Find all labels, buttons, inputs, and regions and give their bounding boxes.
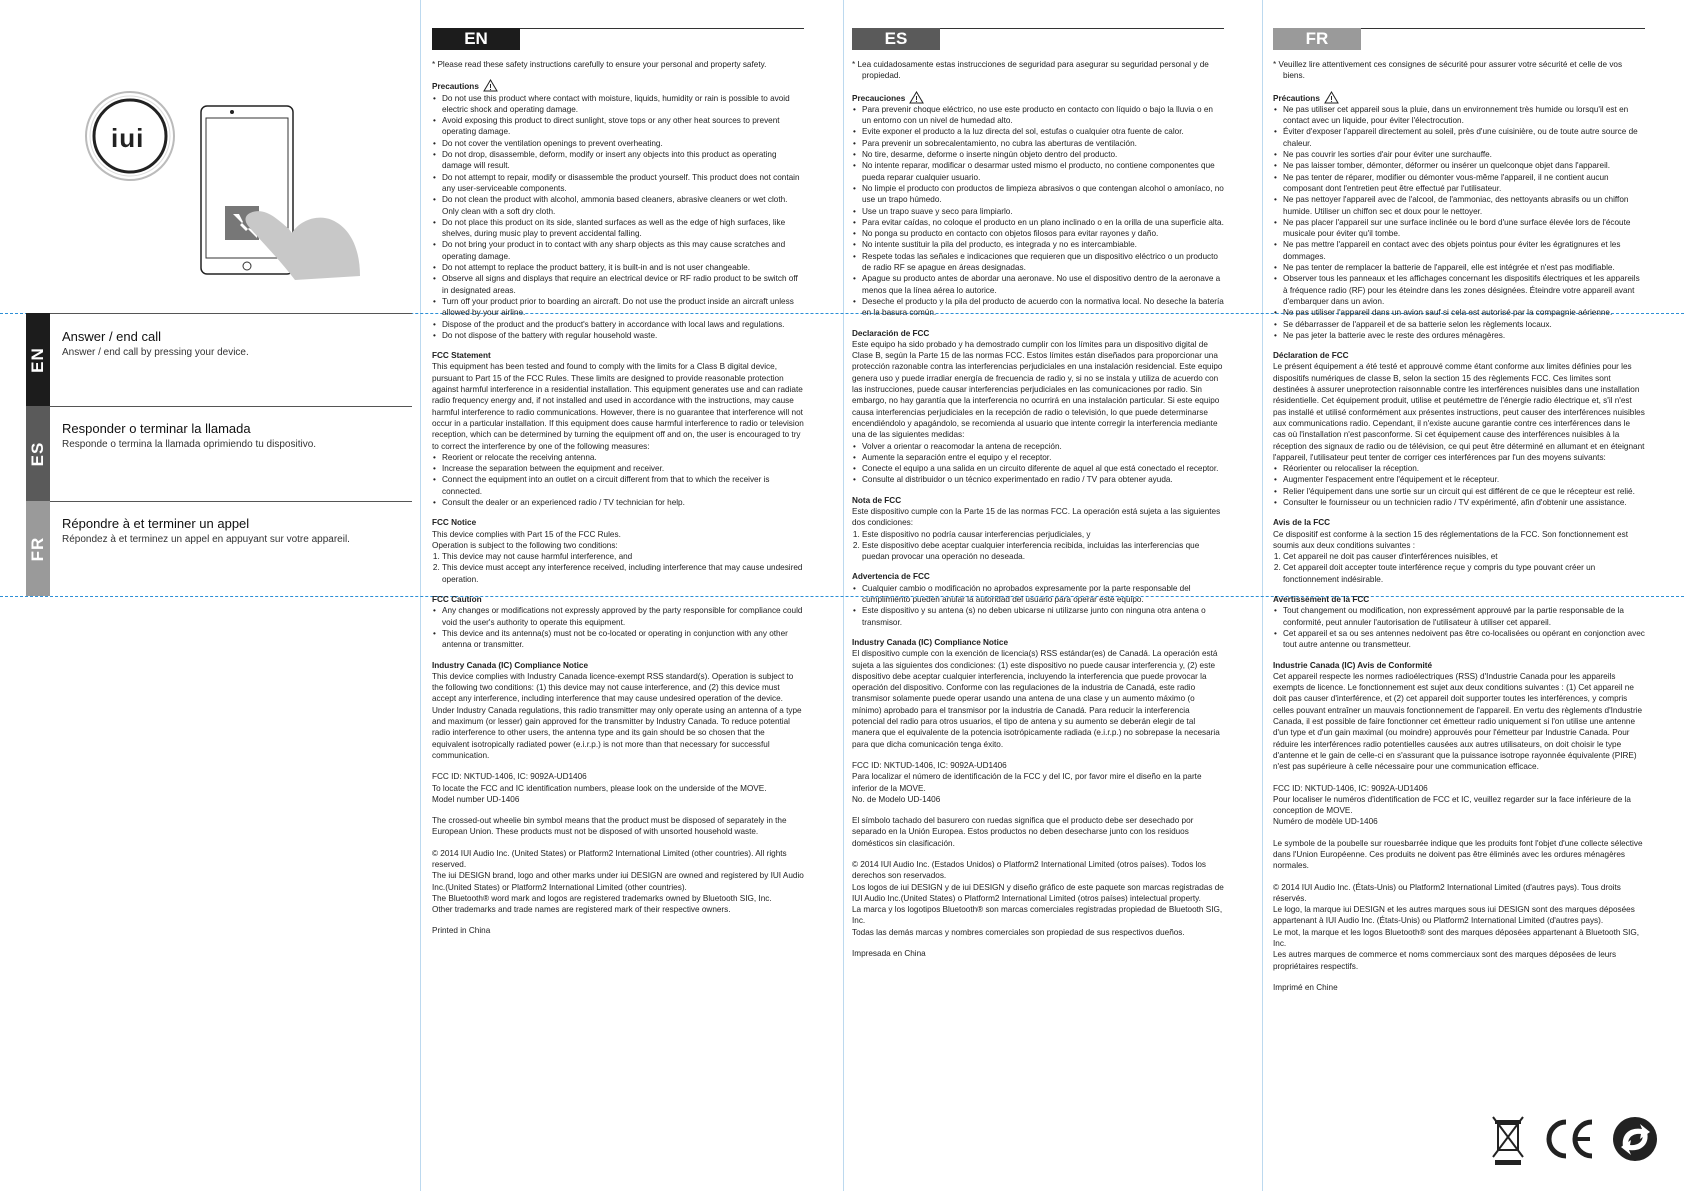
weee-text: El símbolo tachado del basurero con ruedas significa que el producto debe ser desechado por separado en la Unión Europea. Estos productos no deben desecharse junto con los residuos domésticos sin clasificación.	[852, 816, 1194, 848]
fcc-id-text: FCC ID: NKTUD-1406, IC: 9092A-UD1406 To locate the FCC and IC identification numbers, please look on the underside of the MOVE. Model number UD-1406	[432, 772, 767, 804]
column-fr	[1273, 28, 1645, 993]
condition-item: 1. Cet appareil ne doit pas causer d'interférences nuisibles, et	[1283, 551, 1645, 562]
step-title: Responder o terminar la llamada	[62, 421, 251, 436]
weee-bin-icon	[1493, 1117, 1523, 1165]
spacer	[1273, 773, 1645, 783]
spacer	[852, 805, 1224, 815]
spacer	[432, 915, 804, 925]
lang-header: ES	[852, 28, 940, 50]
fcc-notice-heading: FCC Notice	[432, 518, 477, 528]
column-en	[432, 28, 804, 937]
measure-item: • Increase the separation between the equipment and receiver.	[442, 463, 804, 474]
measure-item: • Consulter le fournisseur ou un technicien radio / TV expérimenté, afin d'obtenir une assistance.	[1283, 497, 1645, 508]
lang-tag-en: EN	[26, 313, 50, 406]
measure-item: • Réorienter ou relocaliser la réception.	[1283, 463, 1645, 474]
precaution-item: • Use un trapo suave y seco para limpiarlo.	[862, 206, 1224, 217]
caution-item: • Tout changement ou modification, non expressément approuvé par la partie responsable de la conformité, peut annuler l'autorisation de l'utilisateur à utiliser cet appareil.	[1283, 605, 1645, 628]
fcc-notice-text: Este dispositivo cumple con la Parte 15 de las normas FCC. La operación está sujeta a las siguientes dos condiciones:	[852, 506, 1221, 528]
fcc-statement-heading: Declaración de FCC	[852, 328, 930, 338]
precaution-item: • Apague su producto antes de abordar una aeronave. No use el dispositivo dentro de la aeronave a menos que la línea aérea lo autorice.	[862, 273, 1224, 296]
measure-item: • Connect the equipment into an outlet on a circuit different from that to which the receiver is connected.	[442, 474, 804, 497]
ic-heading: Industrie Canada (IC) Avis de Conformité	[1273, 660, 1433, 670]
measure-item: • Volver a orientar o reacomodar la antena de recepción.	[862, 441, 1224, 452]
precautions-list	[852, 104, 1224, 319]
precaution-item: • Observe all signs and displays that require an electrical device or RF radio product to be switch off in designated areas.	[442, 273, 804, 296]
lang-tag-fr: FR	[26, 501, 50, 596]
weee-text: The crossed-out wheelie bin symbol means that the product must be disposed of separately in the European Union. These products must not be disposed of with unsorted household waste.	[432, 816, 787, 837]
condition-item: 2. This device must accept any interference received, including interference that may cause undesired operation.	[442, 562, 804, 585]
precaution-item: • Avoid exposing this product to direct sunlight, stove tops or any other heat sources to prevent operating damage.	[442, 115, 804, 138]
fcc-notice-heading: Nota de FCC	[852, 495, 902, 505]
caution-item: • Este dispositivo y su antena (s) no deben ubicarse ni utilizarse junto con ninguna otra antena o transmisor.	[862, 605, 1224, 628]
ic-text: Cet appareil respecte les normes radioélectriques (RSS) d'Industrie Canada pour les appareils exempts de licence. Le fonctionnement est sujet aux deux conditions suivantes : (1) Cet appareil ne doit pas causer d'interférence, et (2) cet appareil doit supporter toutes les interférences, y compris celles pouvant entraîner un mauvais fonctionnement de l'appareil. En vertu des règlements d'Industrie Canada, il est possible de faire fonctionner cet émetteur radio uniquement si l'on utilise une antenne d'un type et d'un gain maximal (ou moindre) approuvés pour l'émetteur par Industrie Canada. Pour réduire les interférences radio potentielles causées aux autres utilisateurs, on doit choisir le type d'antenne et le gain de celle-ci en s'assurant que la puissance isotrope rayonnée équivalente (PIRE) n'est pas supérieure à celle nécessaire pour une communication efficace.	[1273, 671, 1643, 772]
precaution-item: • No intente reparar, modificar o desarmar usted mismo el producto, no contiene componentes que pueda reparar cualquier usuario.	[862, 160, 1224, 183]
ic-heading: Industry Canada (IC) Compliance Notice	[432, 660, 589, 670]
intro-text: * Lea cuidadosamente estas instrucciones de seguridad para asegurar su seguridad personal y de propiedad.	[852, 60, 1209, 81]
caution-item: • Cet appareil et sa ou ses antennes nedoivent pas être co-localisées ou opérant en conjonction avec tout autre antenne ou transmetteur.	[1283, 628, 1645, 651]
caution-item: • Any changes or modifications not expressly approved by the party responsible for compliance could void the user's authority to operate this equipment.	[442, 605, 804, 628]
precaution-item: • Ne pas mettre l'appareil en contact avec des objets pointus pour éviter les égratignures et les dommages.	[1283, 239, 1645, 262]
column-es	[852, 28, 1224, 959]
step-answer-en	[62, 329, 412, 358]
fcc-measures-list	[432, 452, 804, 508]
precaution-item: • Do not cover the ventilation openings to prevent overheating.	[442, 138, 804, 149]
ic-text: El dispositivo cumple con la exención de licencia(s) RSS estándar(es) de Canadá. La operación está sujeta a las siguientes dos condiciones: (1) este dispositivo no puede causar interferencia y, (2) este dispositivo debe aceptar cualquier interferencia, incluyendo la interferencia que puede provocar la operación del dispositivo. Conforme con las regulaciones de la industria de Canadá, este radio transmisor solamente puede operar usando una antena de una clase y un aumento máximo (o mínimo) aprobado para el transmisor por la industria de Canadá. Para reducir la interferencia potencial del radio para otros usuarios, el tipo de antena y su aumento se deberán elegir de tal manera que el equivalente de la potencia isotrópicamente radiada (e.i.r.p.) no sobrepase la necesaria para que dicha comunicación tenga éxito.	[852, 649, 1220, 749]
lang-header: FR	[1273, 28, 1361, 50]
precaution-item: • Deseche el producto y la pila del producto de acuerdo con la normativa local. No deseche la batería en la basura común.	[862, 296, 1224, 319]
spacer	[1273, 828, 1645, 838]
fcc-caution-heading: Advertencia de FCC	[852, 572, 930, 582]
weee-text: Le symbole de la poubelle sur rouesbarrée indique que les produits font l'objet d'une collecte sélective dans l'Union Européenne. Ces produits ne doivent pas être éliminés avec les ordures ménagères normales.	[1273, 838, 1643, 871]
fcc-notice-text: This device complies with Part 15 of the FCC Rules. Operation is subject to the following two conditions:	[432, 529, 621, 550]
precaution-item: • Ne pas tenter de réparer, modifier ou démonter vous-même l'appareil, il ne contient aucun composant dont l'entretien peut être effectué par l'utilisateur.	[1283, 172, 1645, 195]
precaution-item: • Do not attempt to replace the product battery, it is built-in and is not user changeable.	[442, 262, 804, 273]
step-desc: Responde o termina la llamada oprimiendo tu dispositivo.	[62, 439, 317, 450]
fcc-caution-list	[1273, 605, 1645, 650]
precaution-item: • No tire, desarme, deforme o inserte ningún objeto dentro del producto.	[862, 149, 1224, 160]
spacer	[432, 761, 804, 771]
intro-text: * Veuillez lire attentivement ces consignes de sécurité pour assurer votre sécurité et celle de vos biens.	[1273, 60, 1623, 81]
precaution-item: • Do not drop, disassemble, deform, modify or insert any objects into this product as operating damage will result.	[442, 149, 804, 172]
precaution-item: • Ne pas utiliser l'appareil dans un avion sauf si cela est autorisé par la compagnie aérienne.	[1283, 307, 1645, 318]
precaution-item: • Ne pas couvrir les sorties d'air pour éviter une surchauffe.	[1283, 149, 1645, 160]
step-desc: Répondez à et terminez un appel en appuyant sur votre appareil.	[62, 534, 350, 545]
copyright-text: © 2014 IUI Audio Inc. (Estados Unidos) o Platform2 International Limited (otros países). Todos los derechos son reservados. Los logos de iui DESIGN y de iui DESIGN y diseño gráfico de este paquete son marcas registradas de IUI Audio Inc.(United States) o Platform2 International Limited (otros países) intelectual property. La marca y los logotipos Bluetooth® son marcas comerciales registradas propiedad de Bluetooth SIG, Inc. Todas las demás marcas y nombres comerciales son propiedad de sus respectivos dueños.	[852, 860, 1224, 937]
precaution-item: • No intente sustituir la pila del producto, es integrada y no es intercambiable.	[862, 239, 1224, 250]
warning-icon	[1324, 91, 1339, 104]
precaution-item: • Para prevenir un sobrecalentamiento, no cubra las aberturas de ventilación.	[862, 138, 1224, 149]
precaution-item: • Do not dispose of the battery with regular household waste.	[442, 330, 804, 341]
precaution-item: • Dispose of the product and the product's battery in accordance with local laws and regulations.	[442, 319, 804, 330]
precaution-item: • Evite exponer el producto a la luz directa del sol, estufas o cualquier otra fuente de calor.	[862, 126, 1224, 137]
copyright-text: © 2014 IUI Audio Inc. (United States) or Platform2 International Limited (other countries). All rights reserved. The iui DESIGN brand, logo and other marks under iui DESIGN are owned and registered by IUI Audio Inc.(United States) or Platform2 International Limited (other countries). The Bluetooth® word mark and logos are registered trademarks owned by Bluetooth SIG, Inc. Other trademarks and trade names are registered mark of their respective owners.	[432, 848, 804, 915]
illustration	[60, 88, 390, 288]
measure-item: • Consult the dealer or an experienced radio / TV technician for help.	[442, 497, 804, 508]
precaution-item: • Observer tous les panneaux et les affichages concernant les dispositifs électriques et les appareils à fréquence radio (RF) pour les éteindre dans les zones désignées. Éteindre votre appareil avant d'embarquer dans un avion.	[1283, 273, 1645, 307]
step-title: Answer / end call	[62, 329, 161, 344]
precaution-item: • Éviter d'exposer l'appareil directement au soleil, près d'une cuisinière, ou de toute autre source de chaleur.	[1283, 126, 1645, 149]
measure-item: • Conecte el equipo a una salida en un circuito diferente de aquel al que está conectado el receptor.	[862, 463, 1224, 474]
printed-text: Impresada en China	[852, 949, 926, 959]
precautions-heading	[1273, 91, 1645, 104]
precaution-item: • Ne pas utiliser cet appareil sous la pluie, dans un environnement très humide ou lorsqu'il est en contact avec un liquide, pour éviter l'électrocution.	[1283, 104, 1645, 127]
spacer	[432, 838, 804, 848]
spacer	[852, 750, 1224, 760]
step-answer-fr	[62, 516, 412, 545]
spacer	[852, 938, 1224, 948]
precaution-item: • Do not use this product where contact with moisture, liquids, humidity or rain is possible to avoid electric shock and operating damage.	[442, 93, 804, 116]
fcc-statement-text: This equipment has been tested and found to comply with the limits for a Class B digital device, pursuant to Part 15 of the FCC Rules. These limits are designed to provide reasonable protection against harmful interference in a residential installation. This equipment generates use and can radiate radio frequency energy and, if not installed and used in accordance with the instructions, may cause harmful interference to radio communications. However, there is no guarantee that interference will not occur in a particular installation. If this equipment does cause harmful interference to radio or television reception, which can be determined by turning the equipment off and on, the user is encouraged to try to correct the interference by one of the following measures:	[432, 362, 804, 451]
fcc-notice-heading: Avis de la FCC	[1273, 518, 1331, 528]
step-divider	[50, 313, 412, 314]
measure-item: • Reorient or relocate the receiving antenna.	[442, 452, 804, 463]
warning-icon	[909, 91, 924, 104]
precaution-item: • Do not clean the product with alcohol, ammonia based cleaners, abrasive cleaners or wet cloth. Only clean with a soft dry cloth.	[442, 194, 804, 217]
green-dot-icon	[1613, 1117, 1657, 1161]
precaution-item: • Se débarrasser de l'appareil et de sa batterie selon les règlements locaux.	[1283, 319, 1645, 330]
fcc-statement-text: Le présent équipement a été testé et approuvé comme étant conforme aux limites définies pour les dispositifs numériques de classe B, selon la section 15 des règlements FCC. Ces limites sont destinées à assurer uneprotection raisonnable contre les interférences nuisibles dans une installation résidentielle. Cet équipement produit, utilise et peutémettre de l'énergie radio électrique et, s'il n'est pas installé et utilisé conformément aux présentes instructions, peut causer des interférences nuisibles aux communications radio. Cependant, il n'existe aucune garantie contre ces interférences dans le cas où l'installation n'est pasconforme. Si cet équipement cause des interférences nuisibles à la réception des signaux de radio ou de télévision, ce qui peut être déterminé en allumant et en éteignant l'appareil, l'utilisateur peut tenter de corriger ces interférences par l'un des moyens suivants:	[1273, 362, 1645, 462]
fcc-statement-heading: FCC Statement	[432, 351, 491, 361]
precaution-item: • Para evitar caídas, no coloque el producto en un plano inclinado o en la orilla de una superficie alta.	[862, 217, 1224, 228]
fcc-conditions-list	[852, 529, 1224, 563]
lang-header: EN	[432, 28, 520, 50]
fcc-statement-text: Este equipo ha sido probado y ha demostrado cumplir con los límites para un dispositivo digital de Clase B, según la Parte 15 de las normas FCC. Estos límites están diseñados para proporcionar una protección razonable contra las interferencias perjudiciales en una instalación residencial. Este equipo genera uso y puede irradiar energía de frecuencia de radio y, si no se instala y utiliza de acuerdo con las instrucciones, puede causar interferencias perjudiciales en las comunicaciones por radio. Sin embargo, no hay garantía que la interferencia no ocurrirá en una instalación particular. Si este equipo causa interferencias perjudiciales en la recepción de radio o televisión, lo que puede determinarse encendiéndolo y apagándolo, se recomienda al usuario que intente corregir la interferencia mediante una de las siguientes medidas:	[852, 339, 1223, 440]
fcc-caution-heading: Avertissement de la FCC	[1273, 595, 1370, 605]
precaution-item: • Ne pas placer l'appareil sur une surface inclinée ou le bord d'une surface élevée lors de l'écoute musicale pour éviter qu'il tombe.	[1283, 217, 1645, 240]
lang-tag-es: ES	[26, 406, 50, 501]
step-answer-es	[62, 421, 412, 450]
fcc-caution-heading: FCC Caution	[432, 595, 482, 605]
ic-text: This device complies with Industry Canada licence-exempt RSS standard(s). Operation is subject to the following two conditions: (1) this device may not cause interference, and (2) this device must accept any interference, including interference that may cause undesired operation of the device. Under Industry Canada regulations, this radio transmitter may only operate using an antenna of a type and maximum (or lesser) gain approved for the transmitter by Industry Canada. To reduce potential radio interference to other users, the antenna type and its gain should be so chosen that the equivalent isotropically radiated power (e.i.r.p.) is not more than that necessary for successful communication.	[432, 671, 802, 760]
fcc-notice-text: Ce dispositif est conforme à la section 15 des réglementations de la FCC. Son fonctionnement est soumis aux deux conditions suivantes :	[1273, 529, 1628, 550]
condition-item: 2. Cet appareil doit accepter toute interférence reçue y compris du type pouvant créer un fonctionnement indésirable.	[1283, 562, 1645, 585]
step-divider	[50, 501, 412, 502]
precautions-list	[1273, 104, 1645, 341]
step-title: Répondre à et terminer un appel	[62, 516, 250, 531]
logo-text: iui	[111, 123, 145, 153]
intro-text: * Please read these safety instructions carefully to ensure your personal and property safety.	[432, 60, 767, 69]
fcc-measures-list	[1273, 463, 1645, 508]
condition-item: 2. Este dispositivo debe aceptar cualquier interferencia recibida, incluidas las interferencias que puedan provocar una operación no deseada.	[862, 540, 1224, 563]
caution-item: • This device and its antenna(s) must not be co-located or operating in conjunction with any other antenna or transmitter.	[442, 628, 804, 651]
condition-item: 1. Este dispositivo no podría causar interferencias perjudiciales, y	[862, 529, 1224, 540]
fcc-conditions-list	[1273, 551, 1645, 585]
precaution-item: • Do not attempt to repair, modify or disassemble the product yourself. This product does not contain any user-serviceable components.	[442, 172, 804, 195]
caution-item: • Cualquier cambio o modificación no aprobados expresamente por la parte responsable del cumplimiento pueden anular la autoridad del usuario para operar este equipo.	[862, 583, 1224, 606]
ic-heading: Industry Canada (IC) Compliance Notice	[852, 637, 1009, 647]
printed-text: Printed in China	[432, 926, 491, 936]
fcc-id-text: FCC ID: NKTUD-1406, IC: 9092A-UD1406 Para localizar el número de identificación de la FCC y del IC, por favor mire el diseño en la parte inferior de la MOVE. No. de Modelo UD-1406	[852, 760, 1202, 804]
measure-item: • Aumente la separación entre el equipo y el receptor.	[862, 452, 1224, 463]
fcc-caution-list	[852, 583, 1224, 628]
warning-icon	[483, 79, 498, 92]
precaution-item: • Ne pas laisser tomber, démonter, déformer ou insérer un quelconque objet dans l'appareil.	[1283, 160, 1645, 171]
fcc-measures-list	[852, 441, 1224, 486]
precautions-heading	[852, 91, 1224, 104]
precaution-item: • No limpie el producto con productos de limpieza abrasivos o que contengan alcohol o amoníaco, no use un trapo húmedo.	[862, 183, 1224, 206]
step-desc: Answer / end call by pressing your device.	[62, 347, 249, 358]
precaution-item: • Turn off your product prior to boarding an aircraft. Do not use the product inside an aircraft unless allowed by your airline.	[442, 296, 804, 319]
precaution-item: • Ne pas jeter la batterie avec le reste des ordures ménagères.	[1283, 330, 1645, 341]
precaution-item: • Respete todas las señales e indicaciones que requieren que un dispositivo eléctrico o un producto de radio RF se apague en áreas designadas.	[862, 251, 1224, 274]
condition-item: 1. This device may not cause harmful interference, and	[442, 551, 804, 562]
precautions-title: Précautions	[1273, 93, 1320, 103]
spacer	[432, 805, 804, 815]
precaution-item: • No ponga su producto en contacto con objetos filosos para evitar rayones y daño.	[862, 228, 1224, 239]
copyright-text: © 2014 IUI Audio Inc. (États-Unis) ou Platform2 International Limited (d'autres pays). Tous droits réservés. Le logo, la marque iui DESIGN et les autres marques sous iui DESIGN sont des marques déposées appartenant à IUI Audio Inc. (États-Unis) ou Platform2 International Limited (d'autres pays). Le mot, la marque et les logos Bluetooth® sont des marques déposées appartenant à Bluetooth SIG, Inc. Les autres marques de commerce et noms commerciaux sont des marques déposées de leurs propriétaires respectifs.	[1273, 882, 1640, 971]
fcc-id-text: FCC ID: NKTUD-1406, IC: 9092A-UD1406 Pour localiser le numéros d'identification de FCC et IC, veuillez regarder sur la face inférieure de la conception de MOVE. Numéro de modèle UD-1406	[1273, 783, 1631, 827]
precaution-item: • Ne pas nettoyer l'appareil avec de l'alcool, de l'ammoniac, des nettoyants abrasifs ou un chiffon humide. Utiliser un chiffon sec et doux pour le nettoyer.	[1283, 194, 1645, 217]
ce-mark-icon	[1549, 1122, 1592, 1156]
precautions-title: Precauciones	[852, 93, 906, 103]
precautions-list	[432, 93, 804, 342]
spacer	[1273, 972, 1645, 982]
measure-item: • Augmenter l'espacement entre l'équipement et le récepteur.	[1283, 474, 1645, 485]
measure-item: • Consulte al distribuidor o un técnico experimentado en radio / TV para obtener ayuda.	[862, 474, 1224, 485]
step-divider	[50, 406, 412, 407]
compliance-icons	[1490, 1112, 1660, 1167]
precaution-item: • Do not place this product on its side, slanted surfaces as well as the edge of high surfaces, like shelves, during music play to prevent accidental falling.	[442, 217, 804, 240]
fcc-statement-heading: Déclaration de FCC	[1273, 351, 1349, 361]
printed-text: Imprimé en Chine	[1273, 982, 1338, 992]
measure-item: • Relier l'équipement dans une sortie sur un circuit qui est différent de ce que le récepteur est relié.	[1283, 486, 1645, 497]
precaution-item: • Do not bring your product in to contact with any sharp objects as this may cause scratches and operating damage.	[442, 239, 804, 262]
fcc-conditions-list	[432, 551, 804, 585]
precaution-item: • Para prevenir choque eléctrico, no use este producto en contacto con líquido o bajo la lluvia o en un entorno con un nivel de humedad alto.	[862, 104, 1224, 127]
fcc-caution-list	[432, 605, 804, 650]
precautions-heading	[432, 79, 804, 92]
spacer	[852, 849, 1224, 859]
precautions-title: Precautions	[432, 82, 479, 92]
spacer	[1273, 872, 1645, 882]
precaution-item: • Ne pas tenter de remplacer la batterie de l'appareil, elle est intégrée et n'est pas modifiable.	[1283, 262, 1645, 273]
